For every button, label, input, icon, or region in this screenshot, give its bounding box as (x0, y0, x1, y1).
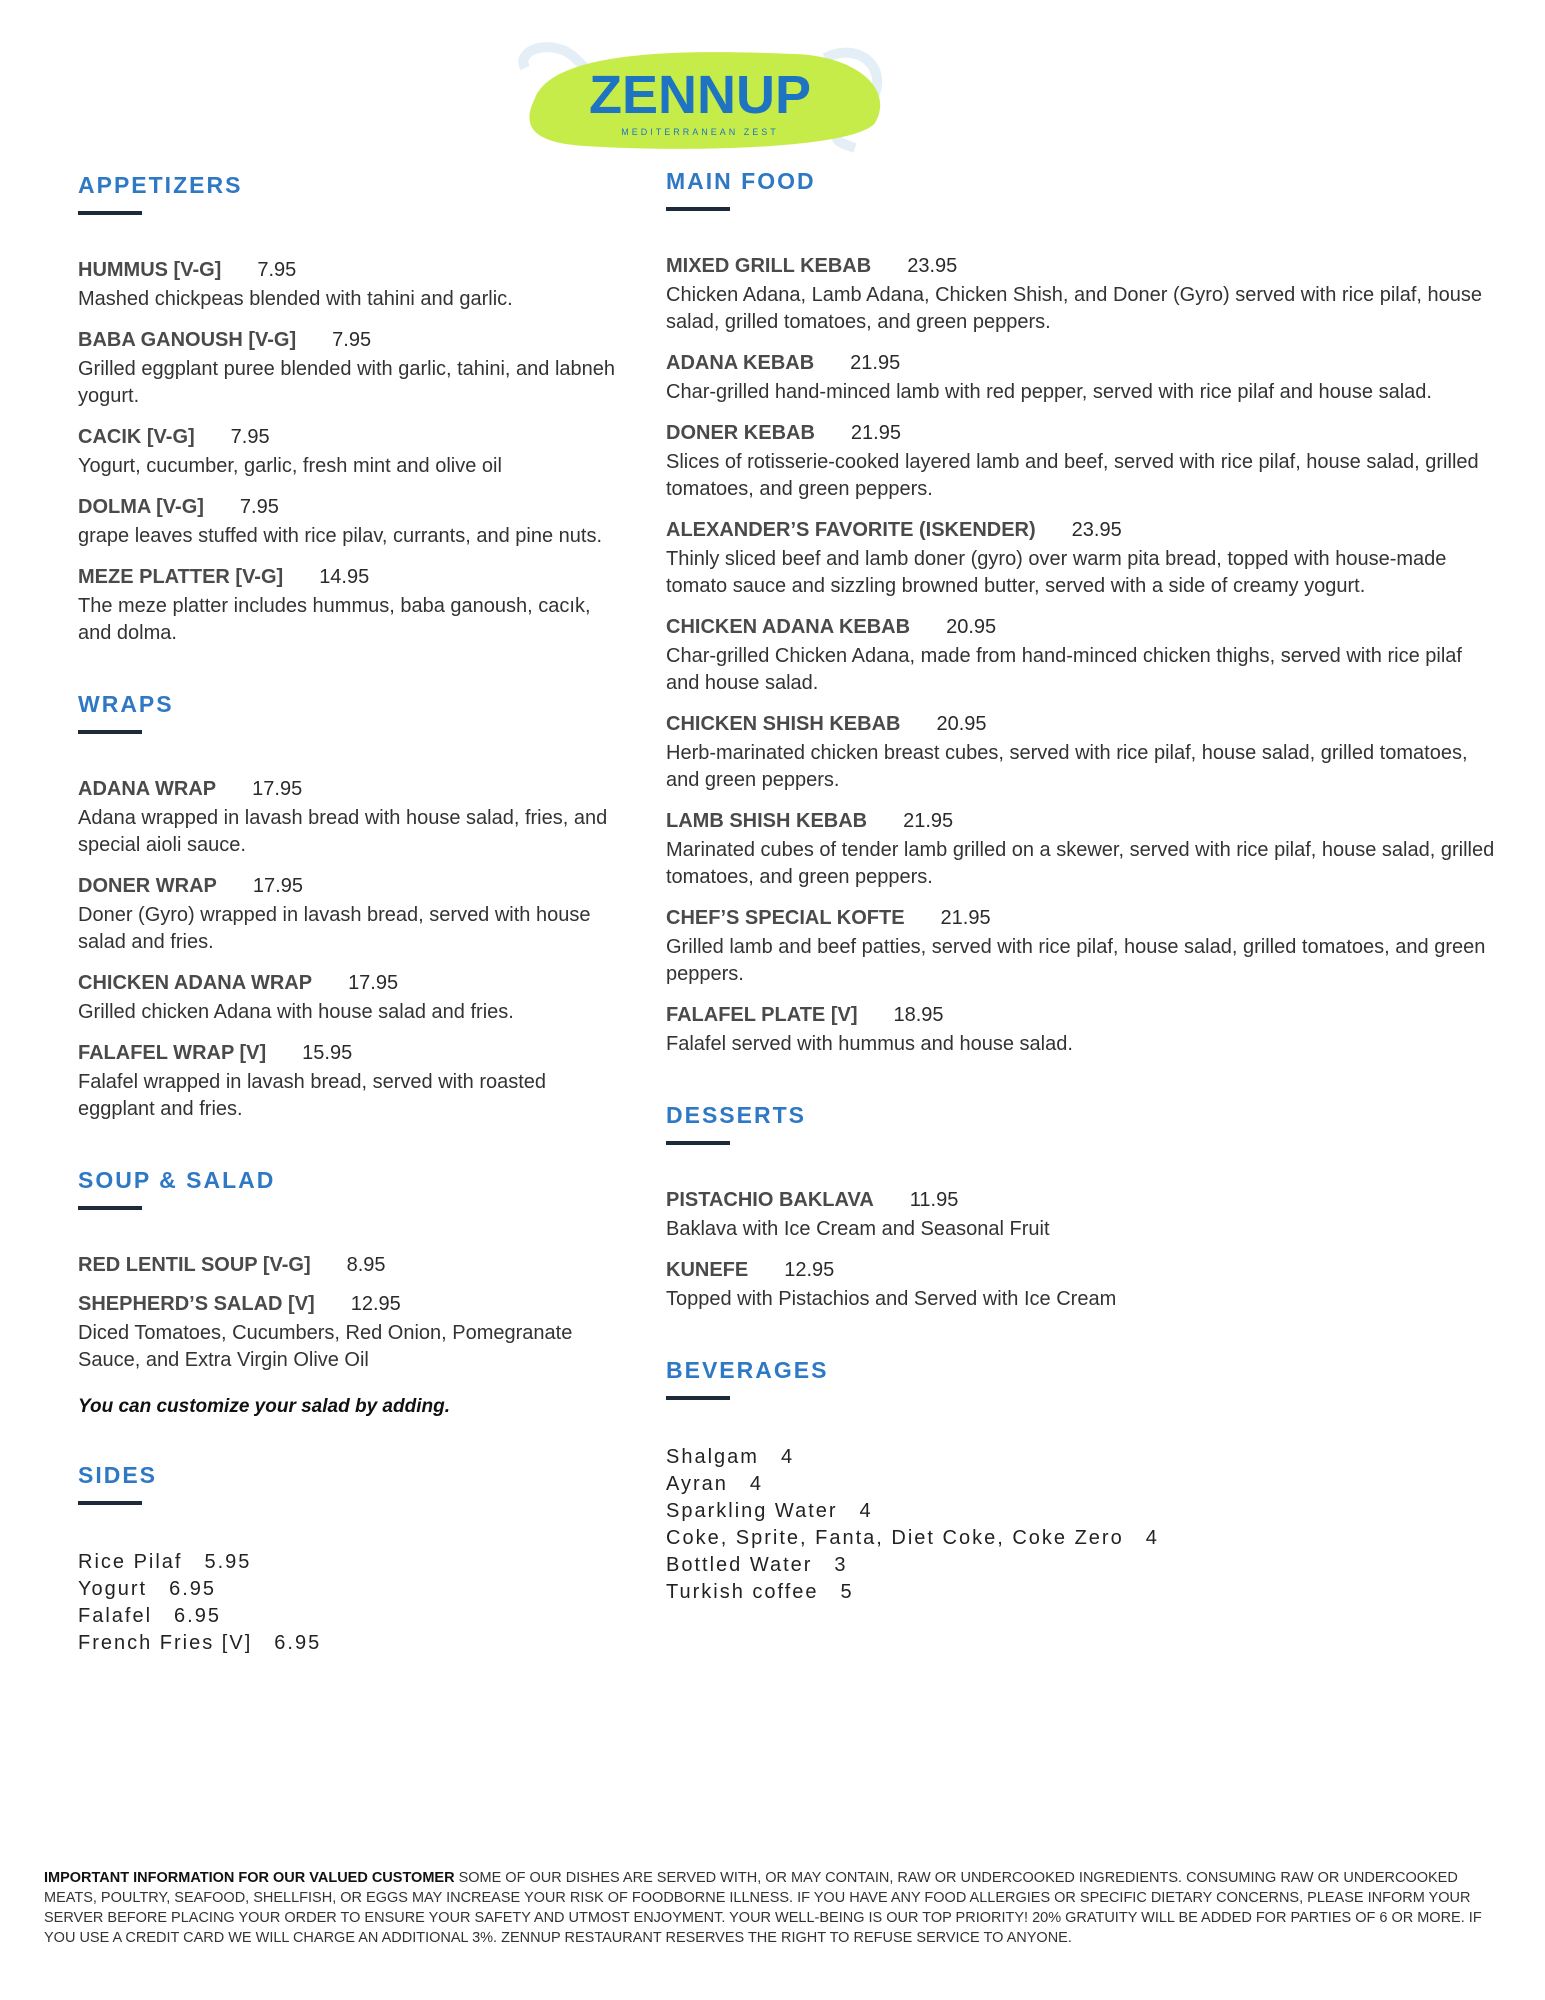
menu-item-description: Yogurt, cucumber, garlic, fresh mint and olive oil (78, 455, 502, 477)
menu-item-price: 7.95 (239, 496, 279, 518)
menu-item-header (78, 329, 618, 352)
list-item (666, 1471, 1496, 1498)
menu-item-description: Falafel served with hummus and house salad. (666, 1033, 1073, 1055)
list-item-price: 3 (834, 1554, 848, 1576)
menu-item (666, 352, 1496, 406)
list-item (666, 1552, 1496, 1579)
list-item-name: Yogurt (78, 1578, 148, 1600)
menu-item (666, 907, 1496, 988)
footer-text: SOME OF OUR DISHES ARE SERVED WITH, OR MAY CONTAIN, RAW OR UNDERCOOKED INGREDIENTS. CONSUMING RAW OR UNDERCOOKED MEATS, POULTRY, SEAFOOD, SHELLFISH, OR EGGS MAY INCREASE YOUR RISK OF FOODBORNE ILLNESS. IF YOU HAVE ANY FOOD ALLERGIES OR SPECIFIC DIETARY CONCERNS, PLEASE INFORM YOUR SERVER BEFORE PLACING YOUR ORDER TO ENSURE YOUR SAFETY AND UTMOST ENJOYMENT. YOUR WELL-BEING IS OUR TOP PRIORITY! 20% GRATUITY WILL BE ADDED FOR PARTIES OF 6 OR MORE. IF YOU USE A CREDIT CARD WE WILL CHARGE AN ADDITIONAL 3%. ZENNUP RESTAURANT RESERVES THE RIGHT TO REFUSE SERVICE TO ANYONE. (44, 1870, 1482, 1946)
menu-section-beverages (666, 1357, 1496, 1606)
menu-item-price: 14.95 (319, 566, 370, 588)
menu-item-header (666, 352, 1496, 375)
list-item (78, 1576, 618, 1603)
menu-item-description: Grilled lamb and beef patties, served with rice pilaf, house salad, grilled tomatoes, and green peppers. (666, 936, 1486, 985)
list-item-name: Sparkling Water (666, 1500, 838, 1522)
menu-item-description: Adana wrapped in lavash bread with house salad, fries, and special aioli sauce. (78, 807, 608, 856)
menu-item-name: ALEXANDER’S FAVORITE (ISKENDER) (666, 519, 1036, 541)
menu-item-name: PISTACHIO BAKLAVA (666, 1189, 874, 1211)
section-underline (666, 207, 730, 211)
section-title: MAIN FOOD (666, 168, 816, 194)
menu-item-header (78, 1042, 618, 1065)
menu-item (78, 1254, 618, 1277)
list-item-price: 5.95 (204, 1551, 252, 1573)
menu-item (78, 1293, 618, 1374)
menu-item-name: CHICKEN SHISH KEBAB (666, 713, 901, 735)
menu-item (666, 519, 1496, 600)
menu-item-description: Chicken Adana, Lamb Adana, Chicken Shish, and Doner (Gyro) served with rice pilaf, house salad, grilled tomatoes, and green peppers. (666, 284, 1482, 333)
menu-item-description: Mashed chickpeas blended with tahini and garlic. (78, 288, 513, 310)
menu-item-name: FALAFEL WRAP [V] (78, 1042, 267, 1064)
menu-item-name: DONER WRAP (78, 875, 217, 897)
menu-item-name: CHICKEN ADANA WRAP (78, 972, 313, 994)
list-item-name: French Fries [V] (78, 1632, 253, 1654)
menu-item-name: BABA GANOUSH [V-G] (78, 329, 297, 351)
list-item (78, 1603, 618, 1630)
menu-item-description: Marinated cubes of tender lamb grilled on a skewer, served with rice pilaf, house salad, grilled tomatoes, and green peppers. (666, 839, 1495, 888)
menu-item-description: Char-grilled Chicken Adana, made from hand-minced chicken thighs, served with rice pilaf and house salad. (666, 645, 1462, 694)
list-item-price: 4 (780, 1446, 795, 1468)
menu-item-price: 21.95 (850, 352, 901, 374)
menu-item-price: 12.95 (784, 1259, 835, 1281)
menu-item-description: grape leaves stuffed with rice pilav, currants, and pine nuts. (78, 525, 602, 547)
menu-item-price: 8.95 (346, 1254, 386, 1276)
menu-item-price: 23.95 (1071, 519, 1122, 541)
menu-item-name: RED LENTIL SOUP [V-G] (78, 1254, 311, 1276)
menu-item-header (666, 1189, 1496, 1212)
menu-section-soup-salad (78, 1167, 618, 1418)
menu-item-name: DOLMA [V-G] (78, 496, 204, 518)
menu-item (78, 875, 618, 956)
list-item (78, 1549, 618, 1576)
menu-item-price: 15.95 (302, 1042, 353, 1064)
menu-item (78, 496, 618, 550)
menu-item-price: 7.95 (332, 329, 372, 351)
list-item-price: 6.95 (274, 1632, 322, 1654)
menu-item (78, 426, 618, 480)
section-underline (78, 1501, 142, 1505)
menu-item-description: Char-grilled hand-minced lamb with red pepper, served with rice pilaf and house salad. (666, 381, 1432, 403)
menu-item-header (666, 1259, 1496, 1282)
menu-item-description: Grilled chicken Adana with house salad and fries. (78, 1001, 514, 1023)
right-column (666, 168, 1496, 1650)
menu-item-description: Diced Tomatoes, Cucumbers, Red Onion, Pomegranate Sauce, and Extra Virgin Olive Oil (78, 1322, 573, 1371)
menu-item-price: 20.95 (936, 713, 987, 735)
menu-item-name: SHEPHERD’S SALAD [V] (78, 1293, 315, 1315)
menu-item-header (78, 875, 618, 898)
menu-item-price: 7.95 (257, 259, 297, 281)
section-title: DESSERTS (666, 1102, 806, 1128)
list-item-name: Coke, Sprite, Fanta, Diet Coke, Coke Zero (666, 1527, 1124, 1549)
logo-tagline: MEDITERRANEAN ZEST (621, 127, 779, 137)
list-item-name: Shalgam (666, 1446, 759, 1468)
menu-item-header (78, 1254, 618, 1277)
section-title: SIDES (78, 1462, 158, 1488)
menu-item-price: 18.95 (893, 1004, 944, 1026)
menu-item-header (78, 1293, 618, 1316)
menu-item (666, 1189, 1496, 1243)
section-underline (666, 1141, 730, 1145)
menu-item (78, 329, 618, 410)
menu-item-header (666, 616, 1496, 639)
menu-item (666, 255, 1496, 336)
list-item-name: Ayran (666, 1473, 728, 1495)
menu-item-name: CACIK [V-G] (78, 426, 195, 448)
menu-item-header (78, 778, 618, 801)
list-item (78, 1630, 618, 1657)
menu-item-header (78, 426, 618, 449)
menu-item-header (666, 519, 1496, 542)
menu-section-desserts (666, 1102, 1496, 1313)
list-item-name: Turkish coffee (666, 1581, 819, 1603)
menu-item-header (78, 496, 618, 519)
menu-item-price: 23.95 (907, 255, 958, 277)
menu-item-name: ADANA WRAP (78, 778, 217, 800)
menu-item-price: 11.95 (909, 1189, 959, 1211)
menu-item (78, 259, 618, 313)
menu-item-price: 21.95 (850, 422, 901, 444)
menu-item-price: 17.95 (252, 875, 303, 897)
menu-item-name: CHICKEN ADANA KEBAB (666, 616, 911, 638)
menu-item-header (78, 566, 618, 589)
menu-item-header (666, 810, 1496, 833)
menu-item (78, 1042, 618, 1123)
menu-item-name: KUNEFE (666, 1259, 749, 1281)
menu-item-description: Doner (Gyro) wrapped in lavash bread, served with house salad and fries. (78, 904, 591, 953)
menu-item-name: FALAFEL PLATE [V] (666, 1004, 858, 1026)
menu-item (78, 566, 618, 647)
brand-logo (495, 28, 905, 158)
menu-item-description: Falafel wrapped in lavash bread, served with roasted eggplant and fries. (78, 1071, 547, 1120)
menu-item-price: 17.95 (348, 972, 399, 994)
list-item-name: Rice Pilaf (78, 1551, 183, 1573)
menu-item-description: Grilled eggplant puree blended with garlic, tahini, and labneh yogurt. (78, 358, 616, 407)
menu-item (666, 713, 1496, 794)
menu-item (666, 810, 1496, 891)
section-underline (78, 1206, 142, 1210)
list-item-price: 4 (859, 1500, 873, 1522)
menu-section-wraps (78, 691, 618, 1123)
list-item (666, 1444, 1496, 1471)
section-title: SOUP & SALAD (78, 1167, 276, 1193)
list-item-price: 6.95 (174, 1605, 221, 1627)
menu-item-description: Thinly sliced beef and lamb doner (gyro) over warm pita bread, topped with house-made tomato sauce and sizzling browned butter, served with a side of creamy yogurt. (666, 548, 1447, 597)
list-item-name: Bottled Water (666, 1554, 813, 1576)
menu-item-header (78, 972, 618, 995)
logo-text: ZENNUP (588, 65, 812, 125)
menu-item (78, 778, 618, 859)
menu-section-main-food (666, 168, 1496, 1058)
section-underline (78, 730, 142, 734)
menu-item-header (666, 255, 1496, 278)
list-item-price: 5 (840, 1581, 854, 1603)
menu-item-name: HUMMUS [V-G] (78, 259, 222, 281)
footer-disclaimer (44, 1868, 1484, 1948)
menu-item (78, 972, 618, 1026)
menu-item-name: LAMB SHISH KEBAB (666, 810, 868, 832)
menu-item-description: Herb-marinated chicken breast cubes, served with rice pilaf, house salad, grilled tomatoes, and green peppers. (666, 742, 1468, 791)
menu-section-appetizers (78, 172, 618, 647)
menu-item-price: 17.95 (252, 778, 303, 800)
list-item (666, 1579, 1496, 1606)
list-item-price: 4 (1145, 1527, 1159, 1549)
menu-item-name: ADANA KEBAB (666, 352, 815, 374)
list-item-price: 6.95 (169, 1578, 217, 1600)
menu-item-description: Baklava with Ice Cream and Seasonal Fruit (666, 1218, 1050, 1240)
menu-item-header (666, 713, 1496, 736)
menu-item-price: 20.95 (946, 616, 997, 638)
menu-item-header (666, 1004, 1496, 1027)
menu-item-price: 12.95 (350, 1293, 401, 1315)
list-item (666, 1498, 1496, 1525)
menu-item-header (78, 259, 618, 282)
menu-section-sides (78, 1462, 618, 1657)
footer-lead: IMPORTANT INFORMATION FOR OUR VALUED CUSTOMER (44, 1870, 455, 1886)
menu-item-description: Topped with Pistachios and Served with Ice Cream (666, 1288, 1117, 1310)
menu-item (666, 1004, 1496, 1058)
section-underline (666, 1396, 730, 1400)
menu-item-description: The meze platter includes hummus, baba ganoush, cacık, and dolma. (78, 595, 591, 644)
section-note: You can customize your salad by adding. (78, 1396, 450, 1417)
menu-item-name: CHEF’S SPECIAL KOFTE (666, 907, 905, 929)
menu-item-price: 21.95 (903, 810, 954, 832)
section-title: BEVERAGES (666, 1357, 829, 1383)
menu-item (666, 1259, 1496, 1313)
menu-item-header (666, 422, 1496, 445)
section-title: WRAPS (78, 691, 174, 717)
menu-item-price: 7.95 (230, 426, 270, 448)
logo-graphic (495, 28, 905, 158)
menu-item-price: 21.95 (940, 907, 991, 929)
list-item (666, 1525, 1496, 1552)
menu-item-description: Slices of rotisserie-cooked layered lamb and beef, served with rice pilaf, house salad, grilled tomatoes, and green peppers. (666, 451, 1479, 500)
menu-item (666, 422, 1496, 503)
section-title: APPETIZERS (78, 172, 243, 198)
menu-item-header (666, 907, 1496, 930)
section-underline (78, 211, 142, 215)
menu-item-name: MEZE PLATTER [V-G] (78, 566, 284, 588)
menu-item-name: MIXED GRILL KEBAB (666, 255, 872, 277)
menu-item-name: DONER KEBAB (666, 422, 815, 444)
list-item-name: Falafel (78, 1605, 153, 1627)
left-column (78, 172, 618, 1701)
list-item-price: 4 (749, 1473, 764, 1495)
menu-item (666, 616, 1496, 697)
